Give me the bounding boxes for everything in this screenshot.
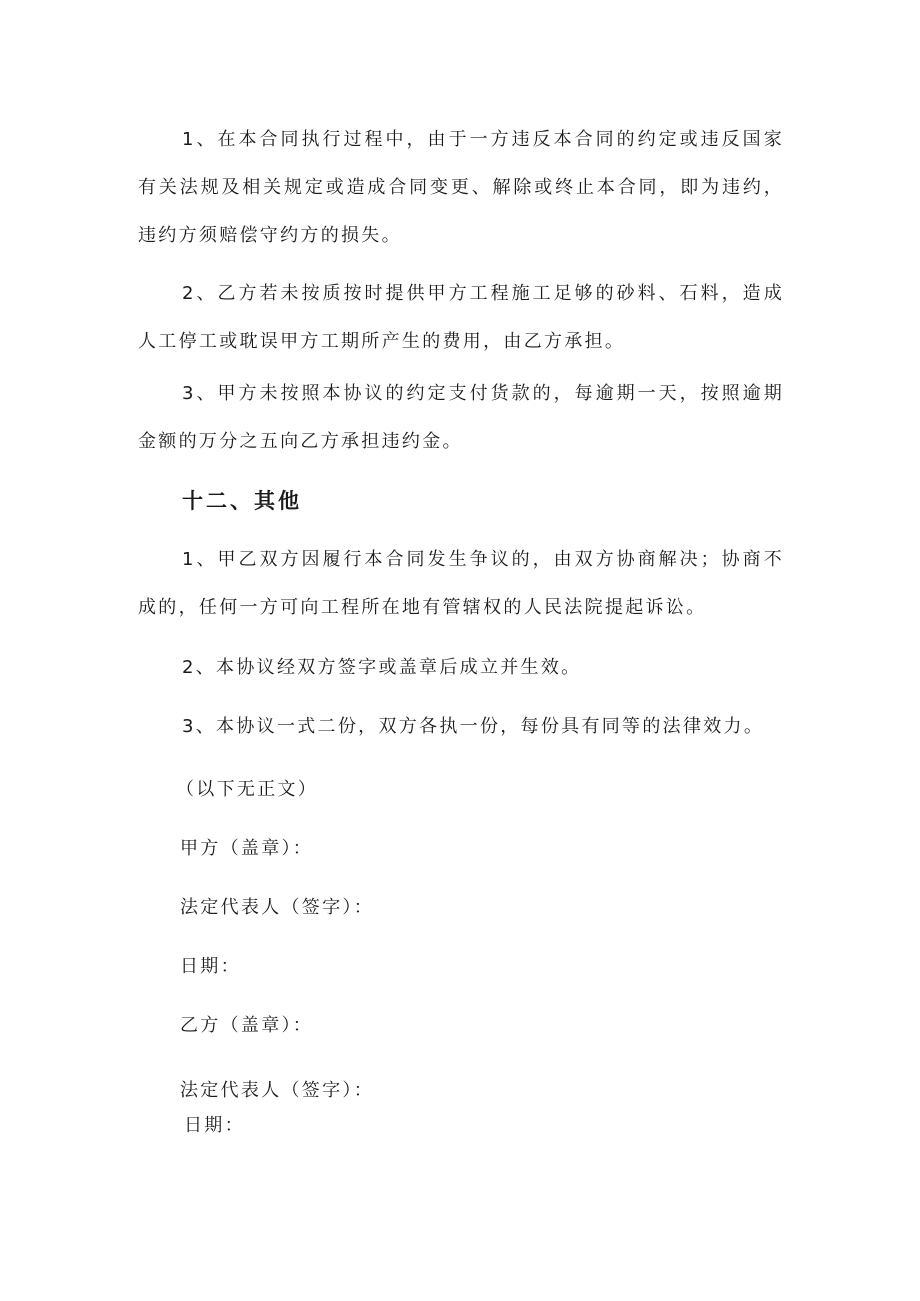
- other-clause-2: 2、本协议经双方签字或盖章后成立并生效。: [182, 657, 582, 678]
- breach-clause-1: 1、在本合同执行过程中，由于一方违反本合同的约定或违反国家有关法规及相关规定或造成合同变更、解除或终止本合同，即为违约，违约方须赔偿守约方的损失。: [138, 129, 784, 246]
- other-clause-3: 3、本协议一式二份，双方各执一份，每份具有同等的法律效力。: [182, 716, 765, 737]
- section-heading-other: 十二、其他: [182, 489, 302, 513]
- breach-clause-2: 2、乙方若未按质按时提供甲方工程施工足够的砂料、石料，造成人工停工或耽误甲方工期所产生的费用，由乙方承担。: [138, 283, 784, 352]
- party-b-seal-label: 乙方（盖章）：: [180, 1015, 314, 1036]
- party-a-seal-label: 甲方（盖章）：: [180, 838, 314, 859]
- party-a-date-label: 日期：: [180, 956, 241, 977]
- end-note: （以下无正文）: [176, 779, 319, 800]
- party-b-representative-label: 法定代表人（签字）：: [180, 1080, 374, 1101]
- party-b-date-label: 日期：: [184, 1115, 245, 1136]
- breach-clause-3: 3、甲方未按照本协议的约定支付货款的，每逾期一天，按照逾期金额的万分之五向乙方承担违约金。: [138, 383, 784, 452]
- other-clause-1: 1、甲乙双方因履行本合同发生争议的，由双方协商解决；协商不成的，任何一方可向工程所在地有管辖权的人民法院提起诉讼。: [138, 549, 784, 618]
- party-a-representative-label: 法定代表人（签字）：: [180, 897, 374, 918]
